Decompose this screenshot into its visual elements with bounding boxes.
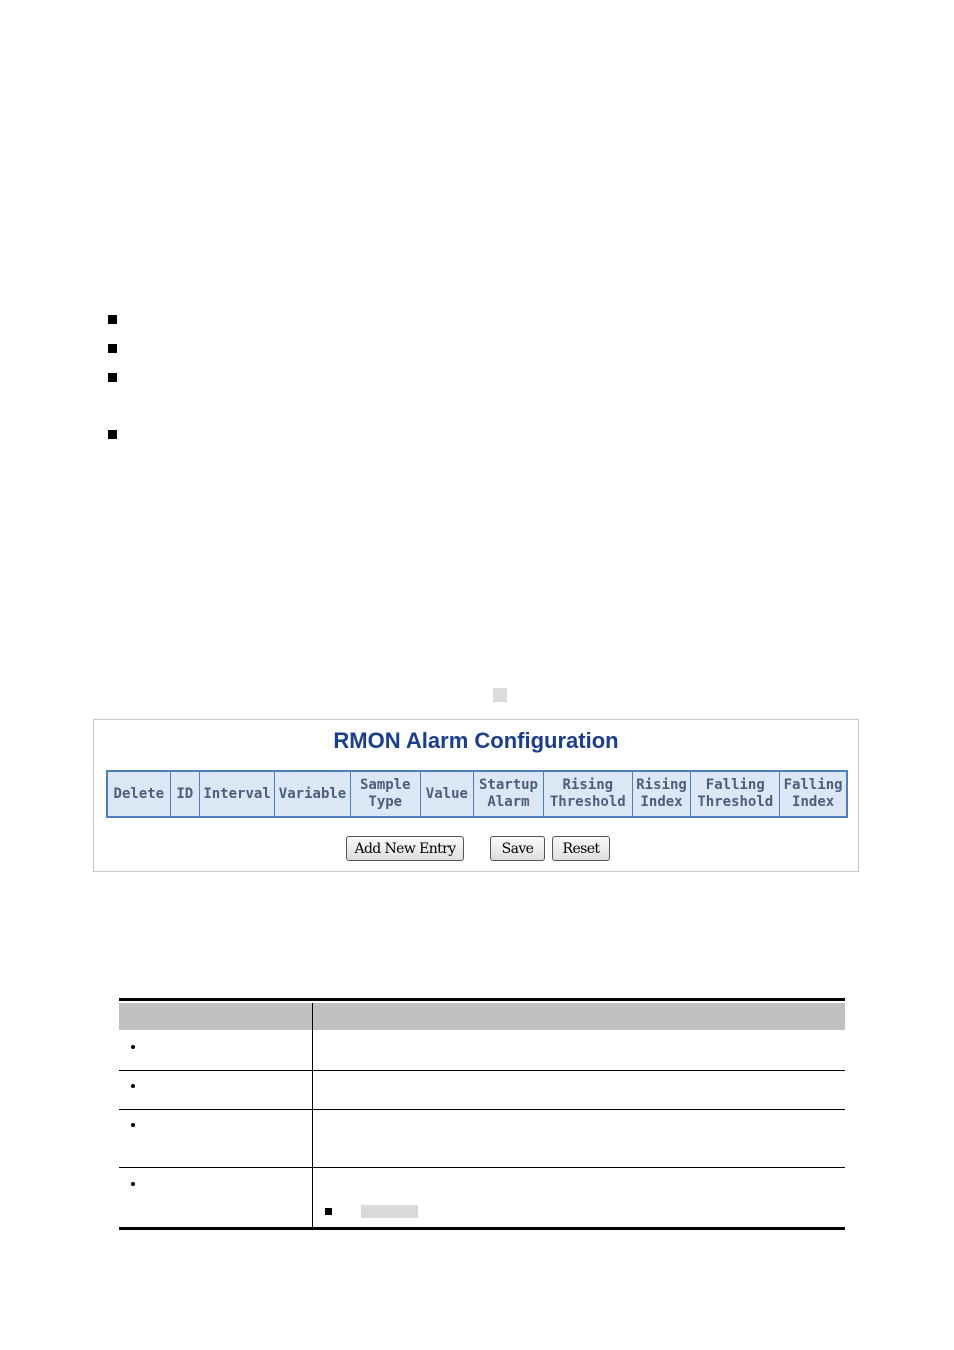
bullet-dot-icon	[131, 1045, 135, 1049]
col-rising-index: Rising Index	[632, 771, 691, 817]
col-id: ID	[170, 771, 199, 817]
reset-button[interactable]: Reset	[552, 836, 610, 861]
col-variable: Variable	[275, 771, 351, 817]
gray-marker	[493, 688, 507, 702]
add-new-entry-button[interactable]: Add New Entry	[346, 836, 464, 861]
col-delete: Delete	[107, 771, 170, 817]
bullet-square-icon	[108, 373, 117, 382]
parameter-table-header	[119, 1003, 845, 1030]
col-falling-index: Falling Index	[780, 771, 847, 817]
bullet-square-icon	[325, 1208, 332, 1215]
save-button[interactable]: Save	[490, 836, 545, 861]
row-divider	[119, 1109, 845, 1110]
col-value: Value	[420, 771, 474, 817]
col-rising-threshold: Rising Threshold	[543, 771, 632, 817]
table-top-rule	[119, 998, 845, 1001]
col-interval: Interval	[199, 771, 274, 817]
highlight-cell	[361, 1205, 418, 1218]
rmon-alarm-panel	[93, 719, 859, 872]
bullet-square-icon	[108, 344, 117, 353]
table-bottom-rule	[119, 1227, 845, 1230]
column-divider	[312, 1003, 313, 1229]
col-falling-threshold: Falling Threshold	[691, 771, 780, 817]
bullet-dot-icon	[131, 1084, 135, 1088]
col-sample-type: Sample Type	[350, 771, 420, 817]
bullet-square-icon	[108, 430, 117, 439]
bullet-dot-icon	[131, 1182, 135, 1186]
panel-title: RMON Alarm Configuration	[333, 728, 619, 753]
bullet-dot-icon	[131, 1123, 135, 1127]
alarm-config-table	[106, 770, 848, 818]
bullet-square-icon	[108, 315, 117, 324]
col-startup-alarm: Startup Alarm	[474, 771, 544, 817]
row-divider	[119, 1167, 845, 1168]
table-header-row	[107, 771, 847, 817]
row-divider	[119, 1070, 845, 1071]
